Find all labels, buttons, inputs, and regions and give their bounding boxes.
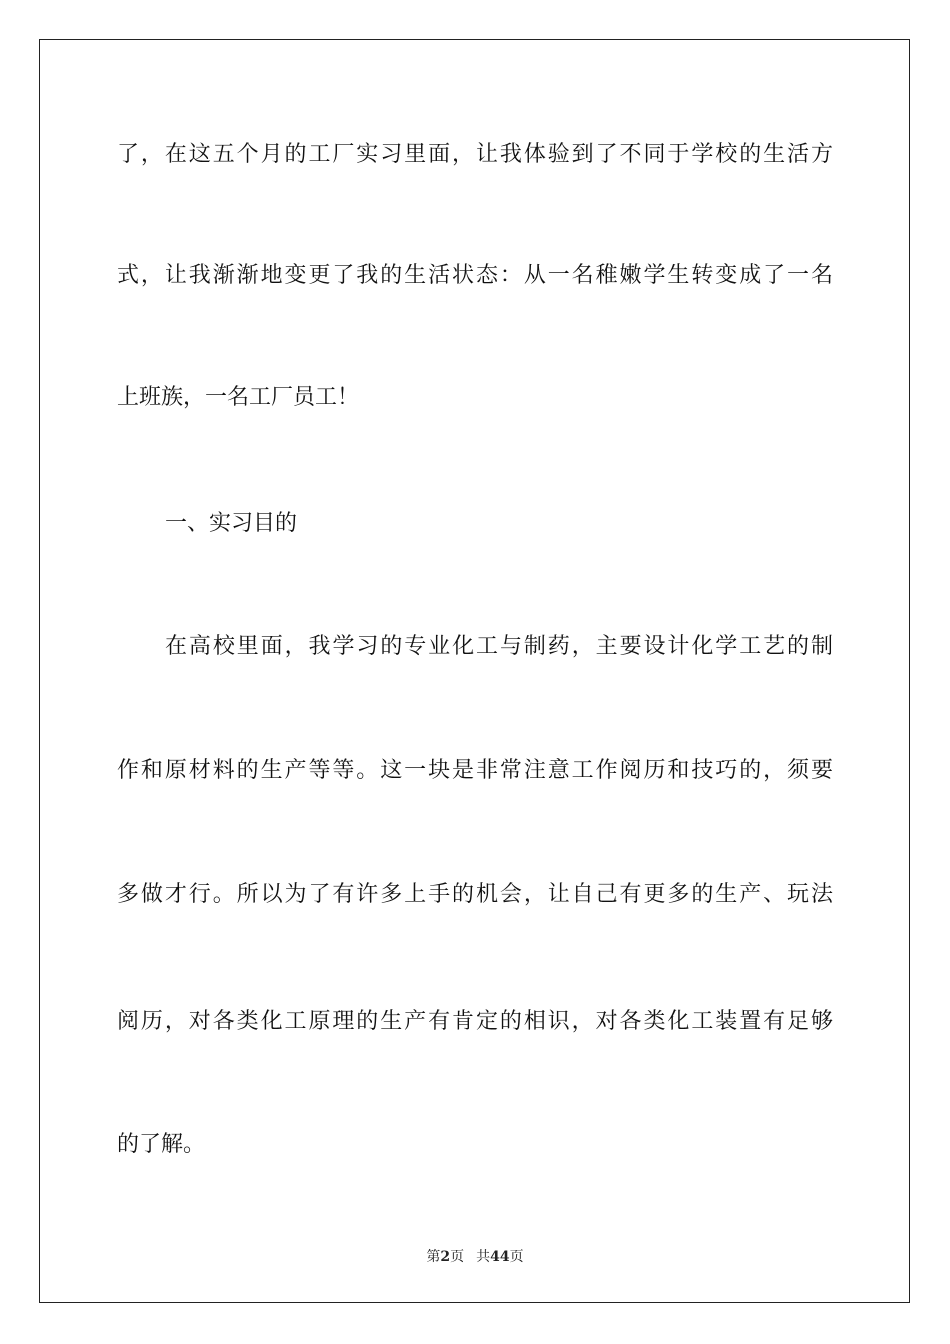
section-heading: 一、实习目的 [165, 511, 298, 536]
total-prefix: 共 [476, 1249, 491, 1265]
body-text-line-6: 多做才行。所以为了有许多上手的机会，让自己有更多的生产、玩法 [117, 882, 833, 907]
total-pages: 44 [490, 1249, 510, 1265]
page-suffix: 页 [450, 1249, 465, 1265]
page-prefix: 第 [426, 1249, 441, 1265]
body-text-line-3: 上班族，一名工厂员工！ [117, 385, 360, 410]
body-text-line-5: 作和原材料的生产等等。这一块是非常注意工作阅历和技巧的，须要 [117, 758, 833, 783]
body-text-line-8: 的了解。 [117, 1132, 206, 1157]
page-footer [0, 1248, 950, 1266]
body-text-line-4: 在高校里面，我学习的专业化工与制药，主要设计化学工艺的制 [165, 634, 833, 659]
total-suffix: 页 [509, 1249, 524, 1265]
body-text-line-7: 阅历，对各类化工原理的生产有肯定的相识，对各类化工装置有足够 [117, 1009, 833, 1034]
page-number: 2 [440, 1249, 451, 1265]
body-text-line-2: 式，让我渐渐地变更了我的生活状态：从一名稚嫩学生转变成了一名 [117, 263, 833, 288]
page-border [39, 39, 910, 1303]
body-text-line-1: 了，在这五个月的工厂实习里面，让我体验到了不同于学校的生活方 [117, 142, 833, 167]
